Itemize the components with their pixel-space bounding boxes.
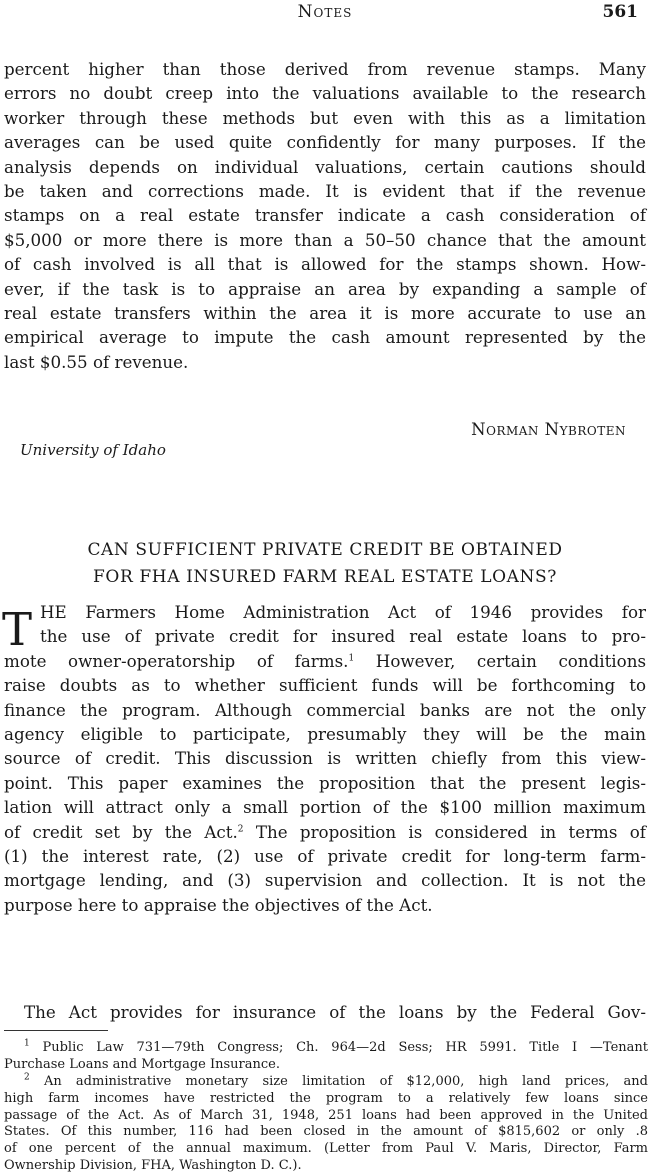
footnote-line: States. Of this number, 116 had been closed in the amount of $815,602 or only .8 — [4, 1124, 648, 1140]
text-line: of cash involved is all that is allowed for the stamps shown. How- — [4, 254, 646, 275]
footnote-marker: 2 — [24, 1072, 30, 1083]
text-fragment: mote owner-operatorship of farms. — [4, 650, 349, 671]
text-line — [4, 649, 646, 673]
title-line: FOR FHA INSURED FARM REAL ESTATE LOANS? — [93, 567, 557, 587]
text-line: worker through these methods but even with this as a limitation — [4, 107, 646, 128]
article-paragraph — [4, 600, 646, 917]
text-line: ever, if the task is to appraise an area by expanding a sample of — [4, 278, 646, 299]
footnote-line: of one percent of the annual maximum. (Letter from Paul V. Maris, Director, Farm — [4, 1141, 648, 1157]
text-fragment: of credit set by the Act. — [4, 821, 238, 842]
text-line: averages can be used quite confidently for many purposes. If the — [4, 132, 646, 153]
text-line: source of credit. This discussion is written chiefly from this view- — [4, 748, 646, 769]
text-line: stamps on a real estate transfer indicate a cash consideration of — [4, 205, 646, 226]
author-affiliation: University of Idaho — [20, 441, 166, 459]
footnote-line: Ownership Division, FHA, Washington D. C.). — [4, 1157, 302, 1173]
article-title — [0, 537, 650, 591]
page-number: 561 — [602, 2, 638, 22]
text-line: The Act provides for insurance of the loans by the Federal Gov- — [24, 1002, 646, 1022]
text-line: agency eligible to participate, presumably they will be the main — [4, 724, 646, 745]
text-line: $5,000 or more there is more than a 50–50 chance that the amount — [4, 229, 646, 250]
text-line: analysis depends on individual valuations, certain cautions should — [4, 156, 646, 177]
text-line: lation will attract only a small portion of the $100 million maximum — [4, 797, 646, 818]
footnote-line: passage of the Act. As of March 31, 1948, 251 loans had been approved in the United — [4, 1107, 648, 1123]
text-line: raise doubts as to whether sufficient funds will be forthcoming to — [4, 675, 646, 696]
page-header — [0, 2, 650, 26]
text-line: real estate transfers within the area it is more accurate to use an — [4, 303, 646, 324]
text-line: the use of private credit for insured real estate loans to pro- — [40, 626, 646, 647]
text-fragment: Public Law 731—79th Congress; Ch. 964—2d Sess; HR 5991. Title I —Tenant — [29, 1040, 648, 1055]
footnote-line: high farm incomes have restricted the program to a relatively few loans since — [4, 1090, 648, 1106]
footnote-line — [4, 1040, 648, 1057]
footnote-ref-1[interactable]: 1 — [348, 653, 355, 664]
text-fragment: The proposition is considered in terms of — [243, 821, 646, 842]
author-name: Norman Nybroten — [471, 420, 626, 439]
text-line: mortgage lending, and (3) supervision and collection. It is not the — [4, 870, 646, 891]
text-line — [4, 820, 646, 844]
next-paragraph — [4, 1000, 646, 1024]
footnote-1 — [4, 1040, 648, 1074]
footnote-marker: 1 — [24, 1038, 30, 1049]
footnote-divider — [4, 1030, 108, 1031]
drop-cap: T — [2, 603, 33, 656]
text-line: point. This paper examines the proposition that the present legis- — [4, 772, 646, 793]
footnote-2 — [4, 1074, 648, 1175]
continuation-paragraph — [4, 57, 646, 374]
text-line: percent higher than those derived from revenue stamps. Many — [4, 59, 646, 79]
text-line: purpose here to appraise the objectives of the Act. — [4, 894, 433, 915]
text-line: errors no doubt creep into the valuations available to the research — [4, 83, 646, 104]
title-line: CAN SUFFICIENT PRIVATE CREDIT BE OBTAINED — [87, 540, 563, 560]
footnote-ref-2[interactable]: 2 — [237, 824, 244, 835]
text-line: be taken and corrections made. It is evident that if the revenue — [4, 181, 646, 202]
footnote-line: Purchase Loans and Mortgage Insurance. — [4, 1056, 280, 1072]
text-fragment: However, certain conditions — [354, 650, 647, 671]
running-head: Notes — [297, 2, 353, 22]
text-line: last $0.55 of revenue. — [4, 351, 189, 372]
text-line: HE Farmers Home Administration Act of 1946 provides for — [40, 602, 646, 622]
footnote-line — [4, 1074, 648, 1091]
text-line: (1) the interest rate, (2) use of private credit for long-term farm- — [4, 846, 646, 867]
text-fragment: An administrative monetary size limitation of $12,000, high land prices, and — [29, 1074, 648, 1089]
text-line: finance the program. Although commercial banks are not the only — [4, 699, 646, 720]
text-line: empirical average to impute the cash amount represented by the — [4, 327, 646, 348]
